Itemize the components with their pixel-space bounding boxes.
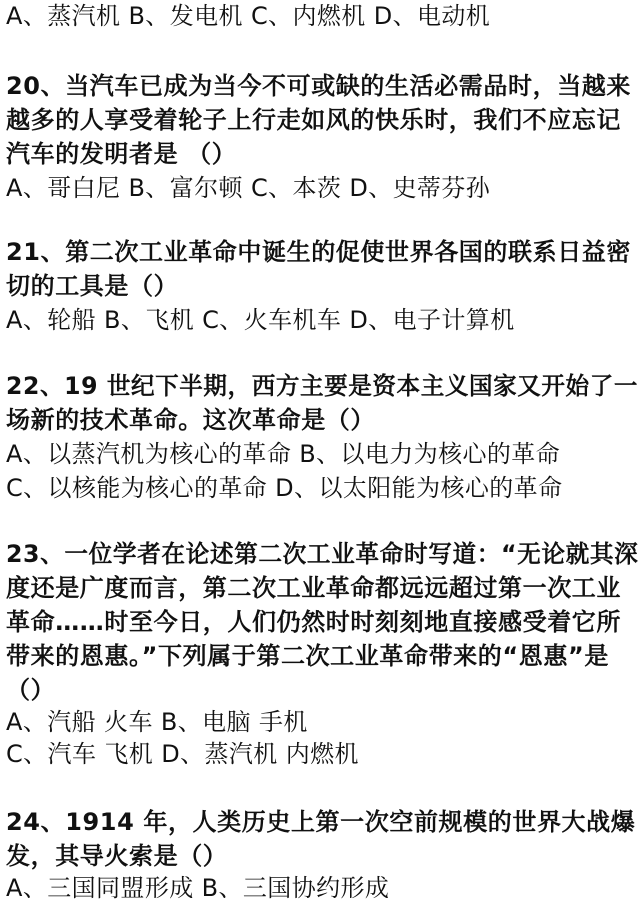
- question-23-stem-line-5: （）: [6, 676, 56, 704]
- question-20-stem-line-3: 汽车的发明者是 （）: [6, 140, 237, 168]
- question-23-stem-line-3: 革命……时至今日，人们仍然时时刻刻地直接感受着它所: [6, 608, 621, 636]
- question-20-options-line-1: A、哥白尼 B、富尔顿 C、本茨 D、史蒂芬孙: [6, 174, 491, 202]
- question-23-options-line-1: A、汽船 火车 B、电脑 手机: [6, 708, 308, 736]
- question-21-stem-line-1: 21、第二次工业革命中诞生的促使世界各国的联系日益密: [6, 238, 631, 266]
- question-20-stem-line-2: 越多的人享受着轮子上行走如风的快乐时，我们不应忘记: [6, 106, 621, 134]
- question-24-stem-line-1: 24、1914 年，人类历史上第一次空前规模的世界大战爆: [6, 808, 636, 836]
- question-23-stem-line-4: 带来的恩惠。”下列属于第二次工业革命带来的“恩惠”是: [6, 642, 609, 670]
- question-24-stem-line-2: 发，其导火索是（）: [6, 842, 228, 870]
- question-21-stem-line-2: 切的工具是（）: [6, 272, 179, 300]
- question-23-options-line-2: C、汽车 飞机 D、蒸汽机 内燃机: [6, 740, 359, 768]
- question-22-options-line-1: A、以蒸汽机为核心的革命 B、以电力为核心的革命: [6, 440, 561, 468]
- question-23-stem-line-2: 度还是广度而言，第二次工业革命都远远超过第一次工业: [6, 574, 621, 602]
- question-21-options-line-1: A、轮船 B、飞机 C、火车机车 D、电子计算机: [6, 306, 515, 334]
- question-19-options-line-1: A、蒸汽机 B、发电机 C、内燃机 D、电动机: [6, 2, 491, 30]
- question-22-stem-line-1: 22、19 世纪下半期，西方主要是资本主义国家又开始了一: [6, 372, 638, 400]
- question-24-options-line-1: A、三国同盟形成 B、三国协约形成: [6, 874, 390, 902]
- question-23-stem-line-1: 23、一位学者在论述第二次工业革命时写道：“无论就其深: [6, 540, 639, 568]
- question-22-stem-line-2: 场新的技术革命。这次革命是（）: [6, 406, 375, 434]
- question-20-stem-line-1: 20、当汽车已成为当今不可或缺的生活必需品时，当越来: [6, 72, 631, 100]
- question-22-options-line-2: C、以核能为核心的革命 D、以太阳能为核心的革命: [6, 474, 563, 502]
